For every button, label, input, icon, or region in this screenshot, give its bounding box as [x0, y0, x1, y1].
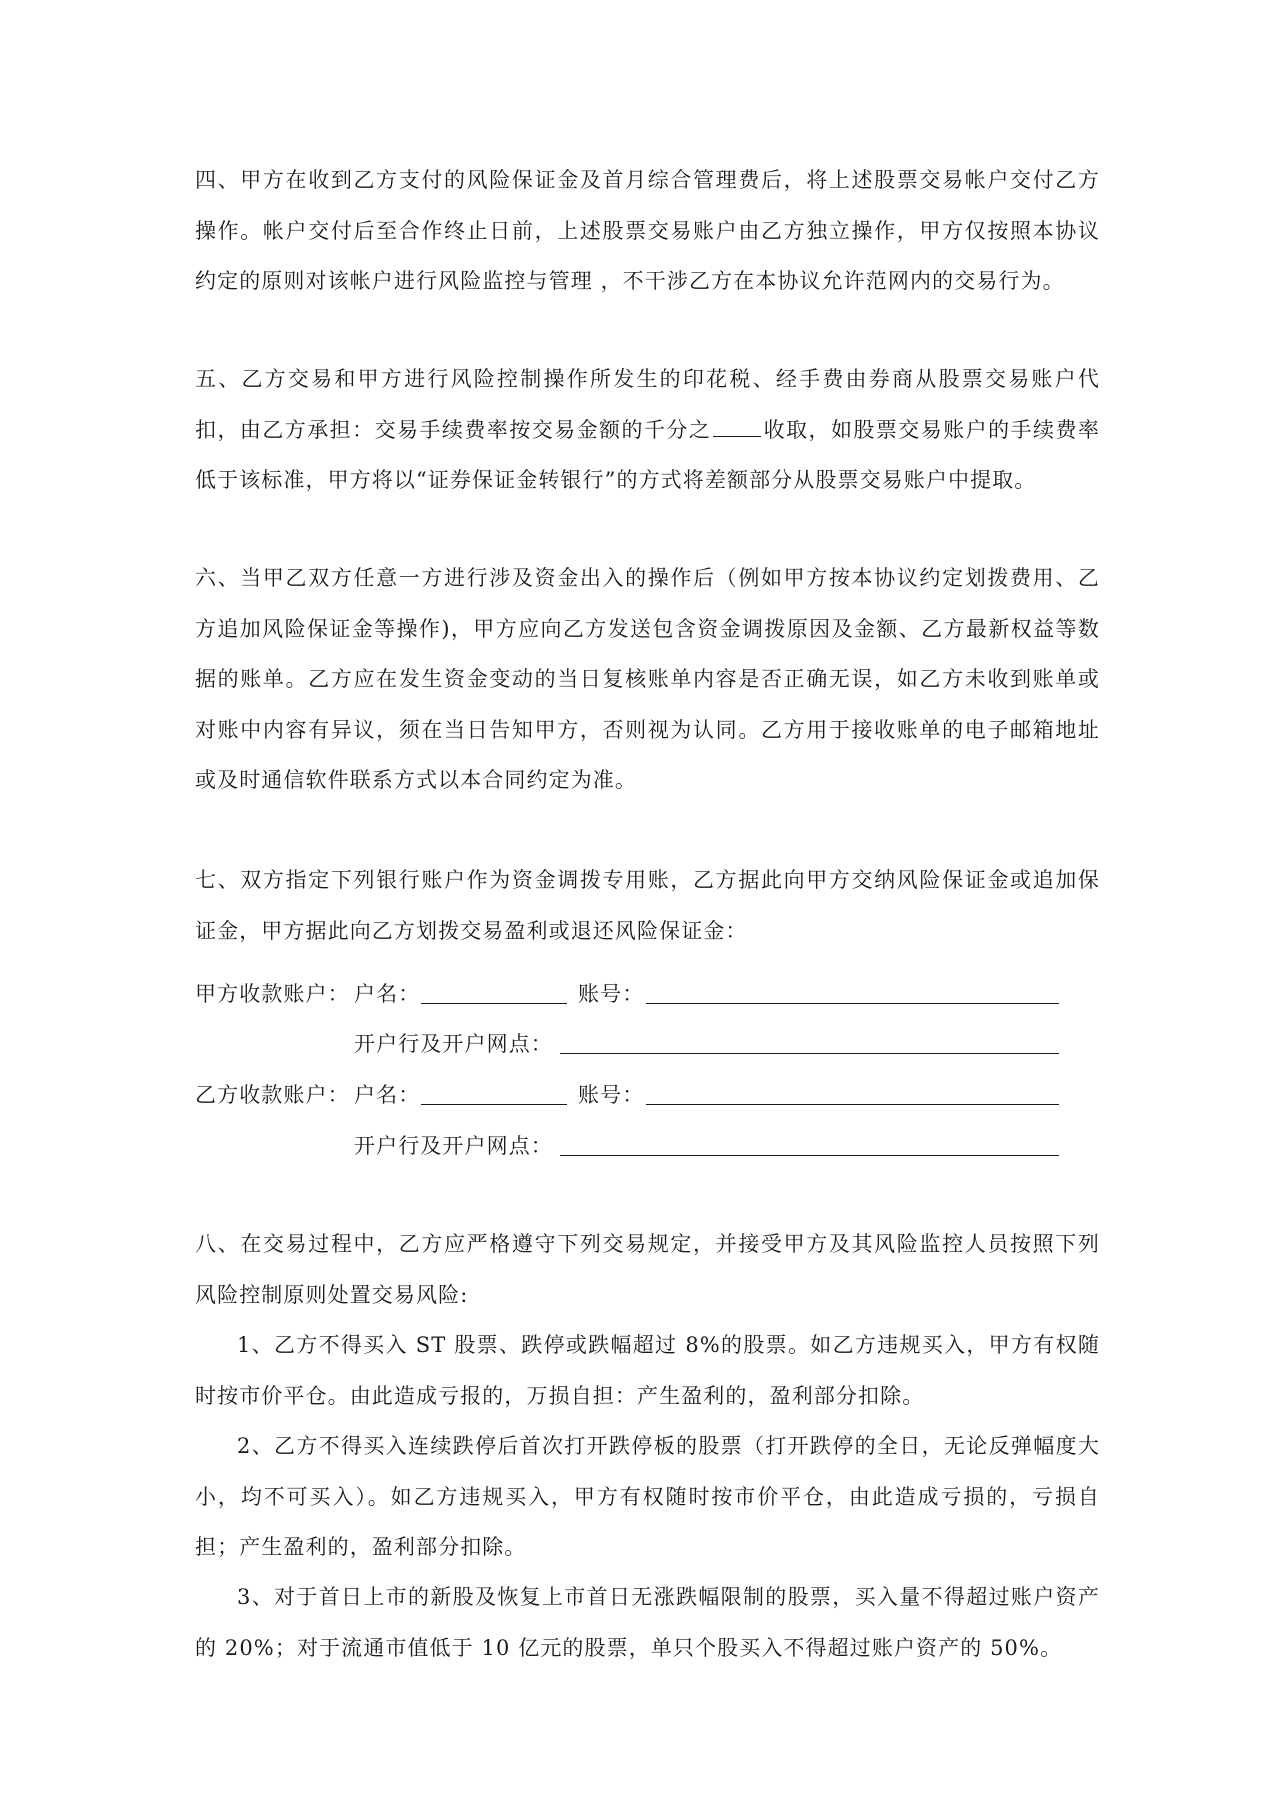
party-b-number-blank	[646, 1104, 1059, 1105]
rule-1: 1、乙方不得买入 ST 股票、跌停或跌幅超过 8%的股票。如乙方违规买入，甲方有权随时按市价平仓。由此造成亏报的，万损自担：产生盈利的，盈利部分扣除。	[195, 1333, 1100, 1408]
party-b-name-blank	[421, 1104, 567, 1105]
party-a-bank-label: 开户行及开户网点：	[354, 1032, 553, 1056]
clause-6: 六、当甲乙双方任意一方进行涉及资金出入的操作后（例如甲方按本协议约定划拨费用、乙方追加风险保证金等操作)，甲方应向乙方发送包含资金调拨原因及金额、乙方最新权益等数据的账单。乙方应在发生资金变动的当日复核账单内容是否正确无误，如乙方未收到账单或对账中内容有异议，须在当日告知甲方，否则视为认同。乙方用于接收账单的电子邮箱地址或及时通信软件联系方式以本合同约定为准。	[195, 566, 1100, 792]
clause-5-text-before: 五、乙方交易和甲方进行风险控制操作所发生的印花税、经手费由券商从股票交易账户代扣，由乙方承担：交易手续费率按交易金额的千分之	[195, 367, 1100, 442]
party-b-bank-blank	[560, 1155, 1059, 1156]
party-b-name-label: 户名：	[354, 1083, 421, 1107]
rule-3: 3、对于首日上市的新股及恢复上市首日无涨跌幅限制的股票，买入量不得超过账户资产的 20%；对于流通市值低于 10 亿元的股票，单只个股买入不得超过账户资产的 50%。	[195, 1585, 1100, 1660]
party-a-account-label: 甲方收款账户：	[195, 982, 350, 1006]
party-a-name-blank	[421, 1003, 567, 1004]
clause-5-text-after: 收取，如股票交易账户的手续费率低于该标准，甲方将以“证券保证金转银行”的方式将差额部分从股票交易账户中提取。	[195, 417, 1100, 492]
party-a-number-blank	[646, 1003, 1059, 1004]
party-a-number-label: 账号：	[578, 982, 645, 1006]
party-b-number-label: 账号：	[578, 1083, 645, 1107]
clause-5	[195, 354, 1100, 506]
rule-2: 2、乙方不得买入连续跌停后首次打开跌停板的股票（打开跌停的全日，无论反弹幅度大小，均不可买入）。如乙方违规买入，甲方有权随时按市价平仓，由此造成亏损的，亏损自担；产生盈利的，盈利部分扣除。	[195, 1434, 1100, 1559]
party-b-bank-label: 开户行及开户网点：	[354, 1134, 553, 1158]
party-a-name-label: 户名：	[354, 982, 421, 1006]
party-a-bank-blank	[560, 1053, 1059, 1054]
clause-8: 八、在交易过程中，乙方应严格遵守下列交易规定，并接受甲方及其风险监控人员按照下列风险控制原则处置交易风险:	[195, 1232, 1100, 1307]
party-b-account-label: 乙方收款账户：	[195, 1083, 350, 1107]
fee-rate-blank	[713, 416, 761, 437]
clause-7: 七、双方指定下列银行账户作为资金调拨专用账，乙方据此向甲方交纳风险保证金或追加保证金，甲方据此向乙方划拨交易盈利或退还风险保证金：	[195, 868, 1100, 943]
clause-4: 四、甲方在收到乙方支付的风险保证金及首月综合管理费后，将上述股票交易帐户交付乙方操作。帐户交付后至合作终止日前，上述股票交易账户由乙方独立操作，甲方仅按照本协议约定的原则对该帐户进行风险监控与管理 ，不干涉乙方在本协议允许范网内的交易行为。	[195, 168, 1100, 293]
